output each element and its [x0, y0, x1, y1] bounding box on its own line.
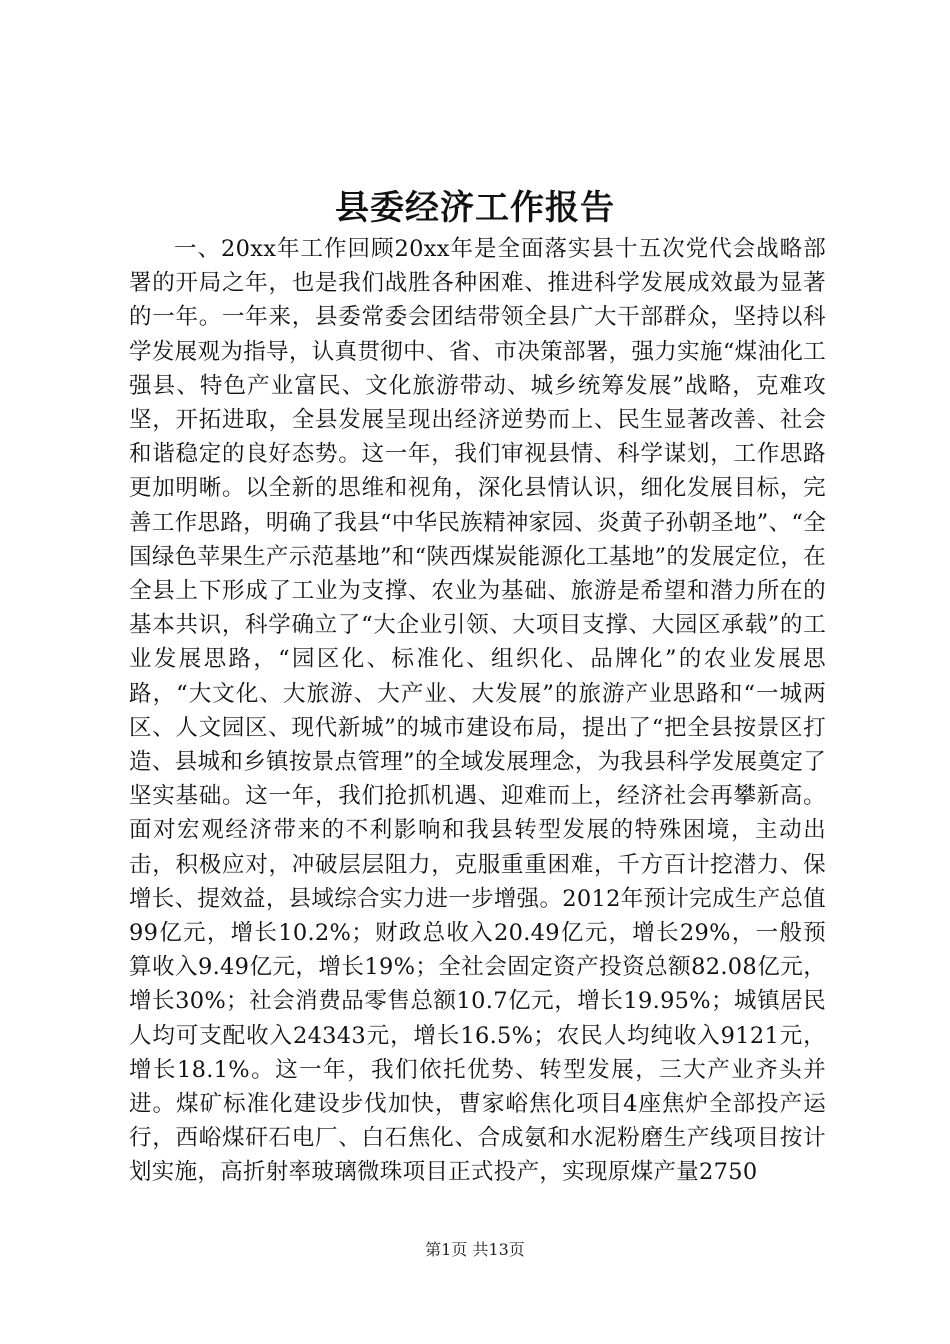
document-title: 县委经济工作报告	[335, 188, 615, 228]
page-footer: 第1页 共13页	[425, 1240, 525, 1259]
body-paragraph: 一、20xx年工作回顾20xx年是全面落实县十五次党代会战略部署的开局之年，也是我们战胜各种困难、推进科学发展成效最为显著的一年。一年来，县委常委会团结带领全县广大干部群众，坚持以科学发展观为指导，认真贯彻中、省、市决策部署，强力实施“煤油化工强县、特色产业富民、文化旅游带动、城乡统筹发展”战略，克难攻坚，开拓进取，全县发展呈现出经济逆势而上、民生显著改善、社会和谐稳定的良好态势。这一年，我们审视县情、科学谋划，工作思路更加明晰。以全新的思维和视角，深化县情认识，细化发展目标，完善工作思路，明确了我县“中华民族精神家园、炎黄子孙朝圣地”、“全国绿色苹果生产示范基地”和“陕西煤炭能源化工基地”的发展定位，在全县上下形成了工业为支撑、农业为基础、旅游是希望和潜力所在的基本共识，科学确立了“大企业引领、大项目支撑、大园区承载”的工业发展思路，“园区化、标准化、组织化、品牌化”的农业发展思路，“大文化、大旅游、大产业、大发展”的旅游产业思路和“一城两区、人文园区、现代新城”的城市建设布局，提出了“把全县按景区打造、县城和乡镇按景点管理”的全域发展理念，为我县科学发展奠定了坚实基础。这一年，我们抢抓机遇、迎难而上，经济社会再攀新高。面对宏观经济带来的不利影响和我县转型发展的特殊困境，主动出击，积极应对，冲破层层阻力，克服重重困难，千方百计挖潜力、保增长、提效益，县域综合实力进一步增强。2012年预计完成生产总值99亿元，增长10.2%；财政总收入20.49亿元，增长29%，一般预算收入9.49亿元，增长19%；全社会固定资产投资总额82.08亿元，增长30%；社会消费品零售总额10.7亿元，增长19.95%；城镇居民人均可支配收入24343元，增长16.5%；农民人均纯收入9121元，增长18.1%。这一年，我们依托优势、转型发展，三大产业齐头并进。煤矿标准化建设步伐加快，曹家峪焦化项目4座焦炉全部投产运行，西峪煤矸石电厂、白石焦化、合成氨和水泥粉磨生产线项目按计划实施，高折射率玻璃微珠项目正式投产，实现原煤产量2750	[129, 236, 826, 1186]
